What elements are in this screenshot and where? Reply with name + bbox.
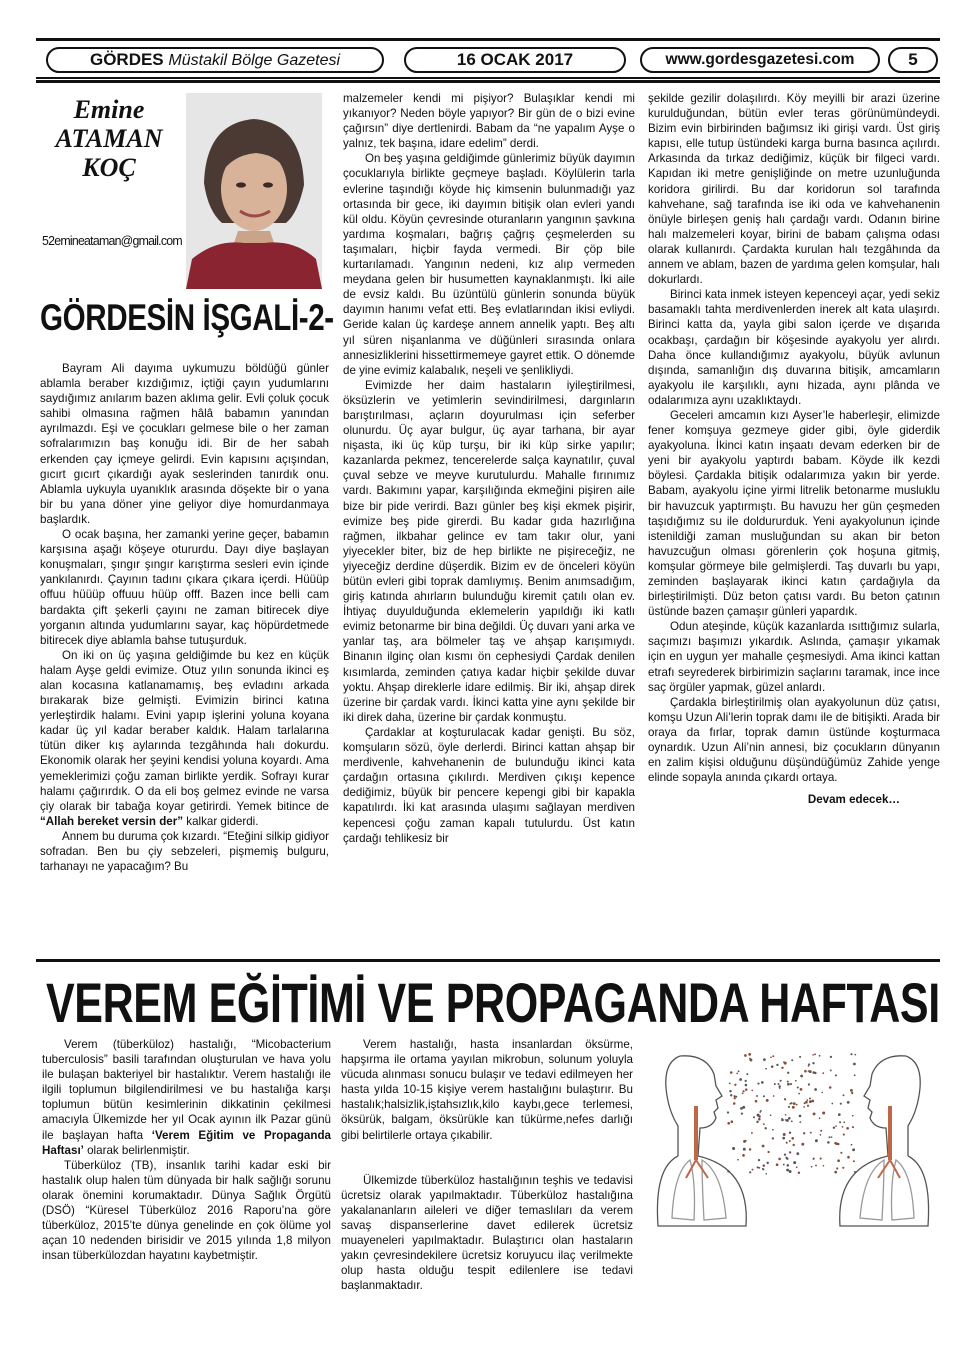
germ-dot [761, 1081, 764, 1084]
germ-dot [789, 1170, 792, 1173]
germ-dot [790, 1102, 792, 1104]
germ-dot [749, 1058, 751, 1060]
germ-dot [796, 1104, 798, 1106]
paragraph: Verem hastalığı, hasta insanlardan öksürme, hapşırma ile ortama yayılan mikrobun, solunum yoluyla vücuda alınması sonucu bulaşır ve tedavi edilmeyen her hasta yılda 10-15 kişiye verem hastalığını bulaştırır. Bu hastalık;halsizlik,iştahsızlık,kilo kaybı,gece terlemesi, öksürük, balgam, öksürükle kan tükürme,nefes darlığı gibi belirtilerle ortaya çıkabilir. [341, 1038, 633, 1142]
germ-dot [729, 1083, 731, 1085]
germ-dot [745, 1084, 748, 1087]
germ-dot [852, 1126, 854, 1128]
germ-dot [803, 1106, 805, 1108]
germ-dot [830, 1056, 832, 1058]
germ-dot [787, 1081, 789, 1083]
germ-dot [734, 1097, 736, 1099]
germ-dot [763, 1123, 765, 1125]
germ-dot [834, 1171, 837, 1174]
germ-dot [781, 1118, 783, 1120]
paragraph: Çardaklar at koşturulacak kadar genişti. Bu söz, komşuların sözü, öyle derlerdi. Birinci kattan ahşap bir merdivenle, kahvehanenin de bulunduğu ikinci kata çardağın ortasına çıkılırdı. Merdiven çıkışı kepence dediğimiz, büyük bir pencere kepengi gibi bir kapakla kapatılırdı. İki kat arasında ulaşımı sağlayan merdiven kepencesi çoğu zaman kapalı tutulurdu. Üst katın çardağı tehlikesiz bir [343, 725, 635, 845]
germ-dot [787, 1083, 790, 1086]
article-column-1 [42, 1037, 331, 1263]
paragraph: Evimizde her daim hastaların iyileştirilmesi, öksüzlerin ve yetimlerin sevindirilmesi, dargınların barıştırılması, açların doyurulması için seferber olunurdu. Üç ayar bulgur, üç ayar tarhana, bir ayar nişasta, iki üç küp turşu, bir iki küp sirke yapılır; kazanlarda pekmez, tencerelerde salça kaynatılır, çuval çuval sebze ve meyve kurutulurdu. Mahalle fırınımız vardı. Bakımını yapar, karşılığında ekmeğini pişiren aile bize bir pide verirdi. Bazı günler beş kişi ekmek pişirir, evimize beş pide girerdi. Bu kadar gıda hazırlığına rağmen, ilkbahar gelince ev tam takır olur, yani yiyecekler biter, biz de hep birlikte ne pişireceğiz, ne yiyeceğiz derdine düşerdik. Bizim ev de önceleri köyün bütün evleri gibi toprak damlıymış. Benim anımsadığım, giriş katında ahırların bulunduğu kiremit çatılı olan ev. İhtiyaç duyulduğunda eklemelerin yapıldığı iki katlı evimiz betonarme bir bina değildi. Üç duvarı yani arka ve yanlar taş, ara bölmeler taş ve ahşap karışımıydı. Binanın ilginç olan kısmı ön cephesiydi Çardak denilen kısımlarda, zeminden çatıya kadar hiçbir şekilde duvar yoktu. Ahşap direklerle idare edilmiş. Bir iki, ahşap direk üzerine bir çardak vardı. İkinci katta yine aynı şekilde bir iki direk daha, üzerine bir çardak konmuştu. [343, 378, 635, 724]
germ-dot [822, 1112, 825, 1115]
germ-dot [745, 1080, 747, 1082]
germ-dot [791, 1137, 794, 1140]
germ-dot [838, 1113, 841, 1116]
germ-dot [839, 1121, 841, 1123]
news-article [36, 964, 940, 1314]
germ-dot [835, 1125, 837, 1127]
article-column-3 [648, 91, 940, 806]
germ-dot [755, 1100, 758, 1103]
germ-dot [773, 1095, 775, 1097]
page-header [36, 38, 940, 79]
germ-dot [742, 1154, 745, 1157]
germ-dot [853, 1160, 855, 1162]
paragraph: O ocak başına, her zamanki yerine geçer, babamın karşısına aşağı köşeye otururdu. Dayı diye başlayan konuşmaları, şıngır şıngır karıştırma sesleri evin içinde yankılanırdı. Çayının tadını çıkara çıkara içerdi. Hüüüp offuu hüüüp offuuu hüüp offf. Bazen ince belli cam bardakta çift şekerli çayını ne zaman bitirecek diye yorganın altında yudumlarını sayar, kaç höpürdetmede bitirecek diye ablamla bahse tutuşurduk. [40, 528, 329, 647]
tuberculosis-illustration [650, 1048, 936, 1232]
germ-dot [788, 1106, 790, 1108]
germ-dot [831, 1136, 833, 1138]
germ-dot [790, 1083, 792, 1085]
germ-dot [788, 1117, 791, 1120]
germ-dot [778, 1158, 781, 1161]
germ-dot [783, 1164, 785, 1166]
germ-dot [737, 1159, 739, 1161]
germ-dot [744, 1054, 747, 1057]
germ-dot [738, 1070, 740, 1072]
germ-dot [751, 1132, 753, 1134]
germ-dot [735, 1096, 737, 1098]
germ-dot [751, 1090, 753, 1092]
paragraph: On iki on üç yaşına geldiğimde bu kez en küçük halam Ayşe geldi evimize. Otuz yılın sonunda ikinci eş alan kocasına katlanamamış, beş evladını arkada bırakarak bize gelmişti. Evimizin birinci katına yerleştirdik halamı. Evini yapıp işlerini yoluna koyana kadar üç yıl kadar beraber kaldık. Halam tarlalarına tütün diker kış aylarında tezgâhında halı dokurdu. Ekonomik olarak her şeyini kendisi yoluna koyardı. Ama yemeklerimizi çoğu zaman birlikte yerdik. Sofrayı kurar halamı çağırırdık. O da eli boş gelmez evinde ne varsa çiy olarak bir tabağa koyar getirirdi. Yemek bitince de “Allah bereket versin der” kalkar giderdi. [40, 648, 329, 828]
germ-dot [852, 1148, 855, 1151]
germ-dot [796, 1166, 798, 1168]
germ-dot [742, 1093, 744, 1095]
germ-dot [752, 1169, 754, 1171]
germ-dot [812, 1054, 814, 1056]
germ-dot [847, 1101, 850, 1104]
germ-dot [729, 1090, 731, 1092]
germ-dot [743, 1148, 746, 1151]
website-link[interactable]: www.gordesgazetesi.com [640, 47, 880, 73]
germ-dot [733, 1102, 736, 1105]
paragraph: malzemeler kendi mi pişiyor? Bulaşıklar kendi mi yıkanıyor? Neden böyle yapıyor? Bir gün de o bizi evine çağırsın” diye dertlenirdi. Babam da “ne yapalım Ayşe o yalnız, tek başına, idare edelim” derdi. [343, 92, 635, 151]
germ-dot [758, 1159, 760, 1161]
germ-dot [749, 1148, 751, 1150]
germ-dot [842, 1167, 844, 1169]
germ-dot [805, 1101, 808, 1104]
germ-dot [810, 1132, 812, 1134]
germ-dot [789, 1140, 791, 1142]
germ-dot [813, 1158, 815, 1160]
germ-dot [772, 1129, 774, 1131]
germ-dot [753, 1116, 755, 1118]
germ-dot [730, 1094, 732, 1096]
germ-dot [776, 1064, 778, 1066]
author-email[interactable]: 52emineataman@gmail.com [42, 233, 182, 248]
germ-dot [734, 1084, 736, 1086]
germ-dot [827, 1141, 830, 1144]
germ-dot [793, 1102, 796, 1105]
germ-dot [776, 1163, 779, 1166]
germ-dot [782, 1137, 785, 1140]
article-headline: VEREM EĞİTİMİ VE PROPAGANDA HAFTASI [46, 971, 940, 1034]
author-photo [186, 93, 322, 289]
germ-dot [811, 1166, 813, 1168]
germ-dot [850, 1053, 852, 1055]
germ-dot [808, 1065, 810, 1067]
germ-dot [784, 1153, 786, 1155]
germ-dot [821, 1092, 823, 1094]
germ-dot [736, 1073, 738, 1075]
germ-dot [809, 1097, 811, 1099]
paragraph: Odun ateşinde, küçük kazanlarda ısıttığımız sularla, saçımızı başımızı yıkardık. Aslında, çamaşır yıkamak için en uygun yer mahalle çeşmesiydi. Ama ikinci kattan etrafı seyrederek birbirimizin saçlarını taramak, ince ince saç örgüler yapmak, güzel anlardı. [648, 620, 940, 694]
germ-dot [813, 1112, 816, 1115]
germ-dot [746, 1073, 748, 1075]
germ-dot [815, 1139, 818, 1142]
germ-dot [765, 1173, 767, 1175]
author-name [44, 95, 174, 182]
germ-dot [823, 1165, 825, 1167]
germ-dot [854, 1074, 856, 1076]
germ-dot [785, 1119, 787, 1121]
germ-dot [757, 1114, 760, 1117]
germ-dot [840, 1152, 842, 1154]
germ-dot [784, 1098, 786, 1100]
germ-dot [843, 1121, 845, 1123]
author-surname-2: KOÇ [82, 153, 136, 182]
germ-dot [749, 1171, 751, 1173]
germ-dot [744, 1140, 746, 1142]
germ-dot [800, 1088, 803, 1091]
germ-dot [795, 1080, 797, 1082]
germ-dot [812, 1071, 815, 1074]
germ-dot [727, 1111, 729, 1113]
germ-dot [763, 1164, 766, 1167]
paragraph: Bayram Ali dayıma uykumuzu böldüğü günler ablamla beraber kızdığımız, içtiği çayın yudumlarını saydığımız anılarım bazen aklıma gelir. Evli çoluk çocuk sahibi olmasına rağmen hâlâ babamın yanından ayrılmazdı. Eşi ve çocukları gelmese bile o her zaman sofralarımızın baş konuğu idi. Bir de her sabah erkenden çay içmeye gelirdi. Evin kapısını açışından, gıcırt gıcırt çıkardığı ayak seslerinden tanırdık onu. Ablamla uykuyla uyanıklık arasında döşekte bir o yana bir bu yana döner yine geliyor diye homurdanmaya başlardık. [40, 362, 329, 526]
germ-dot [798, 1093, 800, 1095]
germ-dot [772, 1055, 774, 1057]
germ-dot [808, 1070, 810, 1072]
germ-dot [745, 1088, 748, 1091]
germ-dot [730, 1071, 733, 1074]
germ-dot [734, 1095, 736, 1097]
germ-dot [847, 1156, 850, 1159]
germ-dot [777, 1083, 779, 1085]
germ-dot [739, 1078, 742, 1081]
paragraph: Birinci kata inmek isteyen kepenceyi açar, yedi sekiz basamaklı tahta merdivenlerden inerek alt kata ulaşırdı. Birinci katta da, yayla gibi salon içerde ve dışarıda ocakbaşı, çardağın bir köşesinde ayakyolu yer alırdı. Daha önce kullandığımız ayakyolu, büyük avlunun dışında, samanlığın dış duvarına bitişik, amcamların ayakyolu ile karşılıklı, aynı hizada, aynı plânda ve odalarımıza aynı uzaklıktaydı. [648, 288, 940, 407]
germ-dot [757, 1083, 759, 1085]
germ-dot [840, 1103, 842, 1105]
germ-dot [787, 1072, 789, 1074]
continued-note: Devam edecek… [807, 793, 900, 807]
paragraph: şekilde gezilir dolaşılırdı. Köy meyilli bir arazi üzerine kurulduğundan, bütün evler teras görünümündeydi. Bizim evin birbirinden bağımsız iki girişi vardı. Üst giriş kapısı, elle tutup üstündeki karga burna basınca açılırdı. Arkasında da tırkaz dediğimiz, küçük bir filgeci vardı. Kapıdan iki metre genişliğinde on metre uzunluğunda koridora girilirdi. Bu dar koridorun sol tarafında kahvehane, sağ tarafında ise iki oda ve kahvehanenin önüyle birleşen geniş halı çardağı vardı. Odanın birine halı malzemeleri koyar, birini de babam çalışma odası olarak kullanırdı. Çardakta kurulan halı tezgâhında da annem ve ablam, bazen de yardıma gelen komşular, halı dokurlardı. [648, 92, 940, 287]
germ-dot [759, 1111, 761, 1113]
germ-dot [809, 1100, 812, 1103]
article-column-2 [343, 91, 635, 846]
germ-dot [798, 1172, 800, 1174]
germ-dot [799, 1121, 801, 1123]
germ-dot [854, 1054, 856, 1056]
germ-dot [731, 1120, 734, 1123]
germ-dot [814, 1053, 816, 1055]
germ-dot [774, 1083, 776, 1085]
germ-dot [789, 1151, 791, 1153]
paragraph: Verem (tüberküloz) hastalığı, “Micobacterium tuberculosis” basili tarafından oluşturulan ve hava yolu ile bulaşan bakteriyel bir hastalıktır. Verem hastalığı ile ilgili toplumun bilgilendirilmesi ve bu hastalığa karşı toplumun bütün kesimlerinin dikkatinin çekilmesi amacıyla Ülkemizde her yıl Ocak ayının ilk Pazar günü ile başlayan hafta ‘Verem Eğitim ve Propaganda Haftası’ olarak belirlenmiştir. [42, 1038, 331, 1157]
germ-dot [851, 1144, 853, 1146]
germ-dot [842, 1126, 844, 1128]
germ-dot [756, 1095, 758, 1097]
article-column-2 [341, 1037, 633, 1293]
germ-dot [819, 1055, 821, 1057]
germ-dot [803, 1132, 805, 1134]
germ-dot [785, 1114, 787, 1116]
germ-dot [796, 1152, 799, 1155]
germ-dot [814, 1088, 817, 1091]
germ-dot [789, 1132, 791, 1134]
germ-dot [791, 1059, 793, 1061]
paragraph: Çardakla birleştirilmiş olan ayakyolunun düz çatısı, komşu Uzun Ali’lerin toprak damı ile de bitişikti. Arada bir oraya da fırlar, toprak damın üstünde koşturmaca oynardık. Uzun Ali’nin annesi, biz çocukların dünyanın en zalim kişisi olduğunu düşündüğümüz Zahide yenge elinde sopayla anında çıkardı ortaya. [648, 695, 940, 785]
germ-dot [835, 1074, 837, 1076]
germ-dot [770, 1056, 772, 1058]
germ-dot [792, 1144, 794, 1146]
germ-dot [781, 1067, 783, 1069]
germ-dot [830, 1069, 832, 1071]
germ-dot [780, 1080, 782, 1082]
germ-dot [767, 1151, 769, 1153]
author-first-name: Emine [73, 95, 145, 124]
germ-dot [833, 1127, 835, 1129]
germ-dot [763, 1058, 766, 1061]
germ-dot [836, 1167, 838, 1169]
germ-dot [837, 1159, 840, 1162]
germ-dot [763, 1095, 765, 1097]
germ-dot [783, 1133, 786, 1136]
germ-dot [783, 1061, 785, 1063]
germ-dot [771, 1065, 774, 1068]
germ-dot [756, 1121, 758, 1123]
germ-dot [846, 1127, 849, 1130]
germ-dot [792, 1106, 795, 1109]
germ-dot [797, 1086, 799, 1088]
germ-dot [851, 1092, 853, 1094]
paragraph: On beş yaşına geldiğimde günlerimiz büyük dayımın çocuklarıyla birlikte geçmeye başladı. Köylülerin tarla evlerine taşındığı köyde hiç kimsenin bulunmadığı yaz ortasında bir gece, iki dayımın bitişik olan evleri yandı kül oldu. Köyün çevresinde oturanların yangının şavkına yardıma koşmaları, bağrış çağrış çeşmelerden su taşımaları, hiçbir fayda vermedi. Bir çöp bile kurtarılamadı. Yangının nedeni, kız alıp vermeden meydana gelen bir husumetten kaynaklanmıştı. İki aile de evsiz kaldı. Bu üzüntülü günlerin sonunda büyük dayımın hanımı vefat etti. Beş evlatlarından ikisi evliydi. Geride kalan üç kardeşe annem annelik yaptı. Beş altı yıl süren nişanlanma ve düğünleri sırasında onlara annesizliklerini hissettirmemeye gayret ettik. O dönemde de yine evimiz kalabalık, neşeli ve şenlikliydi. [343, 152, 635, 377]
newspaper-name: GÖRDES [89, 50, 164, 69]
germ-dot [850, 1089, 853, 1092]
germ-dot [762, 1145, 765, 1148]
germ-dot [786, 1142, 788, 1144]
germ-dot [829, 1086, 832, 1089]
paragraph: Annem bu duruma çok kızardı. “Eteğini silkip gidiyor sofradan. Ben bu çiy sebzeleri, pişmemiş bulguru, tarhanayı ne yapacağım? Bu [40, 829, 329, 874]
germ-dot [772, 1137, 774, 1139]
germ-dot [748, 1053, 751, 1056]
germ-dot [811, 1100, 814, 1103]
germ-dot [835, 1142, 838, 1145]
germ-dot [732, 1147, 735, 1150]
germ-dot [812, 1062, 814, 1064]
germ-dot [820, 1134, 822, 1136]
germ-dot [831, 1103, 833, 1105]
column-article [36, 80, 940, 962]
paragraph: Ülkemizde tüberküloz hastalığının teşhis ve tedavisi ücretsiz olarak yapılmaktadır. Tüberküloz hastalığına yakalananların aileleri ve diğer temaslıları da verem savaş dispanserlerine davet edilerek ücretsiz muayeneleri yapılmaktadır. Bulaştırıcı olan hastaların yakın çevresindekilere ücretsiz koruyucu ilaç verilmekte olup hasta olduğu tespit edilenlere ise tedavi başlanmaktadır. [341, 1173, 633, 1293]
germ-dot [766, 1162, 768, 1164]
germ-dot [757, 1166, 759, 1168]
issue-date: 16 OCAK 2017 [404, 47, 626, 73]
germ-dot [766, 1099, 769, 1102]
germ-dot [820, 1158, 822, 1160]
author-surname-1: ATAMAN [55, 124, 163, 153]
germ-dot [758, 1167, 760, 1169]
germ-dot [770, 1114, 772, 1116]
germ-dot [852, 1115, 854, 1117]
germ-dot [853, 1063, 856, 1066]
germ-dot [762, 1168, 764, 1170]
newspaper-name-badge [46, 47, 384, 73]
germ-dot [806, 1099, 808, 1101]
germ-dot [843, 1094, 845, 1096]
page-number: 5 [888, 47, 938, 73]
germ-dot [791, 1120, 793, 1122]
germ-dot [799, 1115, 802, 1118]
germ-dot [809, 1070, 812, 1073]
germ-dot [778, 1085, 780, 1087]
paragraph: Tüberküloz (TB), insanlık tarihi kadar eski bir hastalık olup halen tüm dünyada bir halk sağlığı sorunu olarak önemini korumaktadır. Dünya Sağlık Örgütü (DSÖ) “Küresel Tüberküloz 2016 Raporu’na göre tüberküloz, 2015’te dünya genelinde en çok ölüme yol açan 10 nedenden birisidir ve 2015 yılında 1,8 milyon insan tüberkülozdan hayatını kaybetmiştir. [42, 1158, 331, 1263]
germ-dot [758, 1118, 761, 1121]
germ-dot [765, 1127, 767, 1129]
germ-dot [800, 1075, 803, 1078]
germ-dot [815, 1165, 817, 1167]
germ-dot [820, 1130, 822, 1132]
germ-dot [785, 1157, 787, 1159]
germ-dot [786, 1169, 789, 1172]
germ-dot [819, 1117, 821, 1119]
bold-phrase: ‘Verem Eğitim ve Propaganda Haftası’ [42, 1128, 331, 1157]
germ-dot [793, 1161, 796, 1164]
germ-dot [765, 1068, 767, 1070]
germ-dot [786, 1119, 789, 1122]
germ-dot [801, 1143, 804, 1146]
germ-dot [741, 1113, 743, 1115]
germ-dot [740, 1107, 743, 1110]
newspaper-subtitle: Müstakil Bölge Gazetesi [168, 52, 341, 69]
germ-dot [743, 1090, 745, 1092]
germ-dot [799, 1056, 801, 1058]
germ-dot [787, 1164, 790, 1167]
germ-dot [727, 1122, 730, 1125]
germ-dot [807, 1105, 809, 1107]
germ-dot [843, 1134, 845, 1136]
germ-dot [828, 1136, 830, 1138]
paragraph: Geceleri amcamın kızı Ayser’le haberleşir, elimizde fener komşuya gezmeye gider gibi, öyle giderdik ayakyoluna. İkinci katın inşaatı devam ederken bir de yeni bir ayakyolu yaptırdı babam. Köyde ilk kezdi böylesi. Çardakla bitişik odalarımıza yakın bir yerde. Babam, ayakyolu içine yirmi litrelik betonarme musluklu bir havuzcuk yaptırmıştı. Bu havuzu her gün çeşmeden taşıdığımız su ile doldururduk. Yeni ayakyolunun içinde istenildiği zaman musluğundan su akan bir beton havuzcuğun olması görenlerin çok hoşuna gitmiş, komşular görmeye bile gelmişlerdi. Taş duvarlı bu yapı, zeminden başlayarak ikinci katın çardağıyla da birleştirilmişti. Düz beton çatısı vardı. Bu beton çatının üstünde bazen çamaşır günleri yapardık. [648, 408, 940, 619]
germ-dot [804, 1070, 807, 1073]
germ-dot [808, 1083, 810, 1085]
bold-phrase: “Allah bereket versin der” [40, 814, 184, 828]
article-column-1 [40, 361, 329, 874]
article-headline: GÖRDESİN İŞGALİ-2- [40, 297, 334, 338]
germ-dot [822, 1072, 824, 1074]
